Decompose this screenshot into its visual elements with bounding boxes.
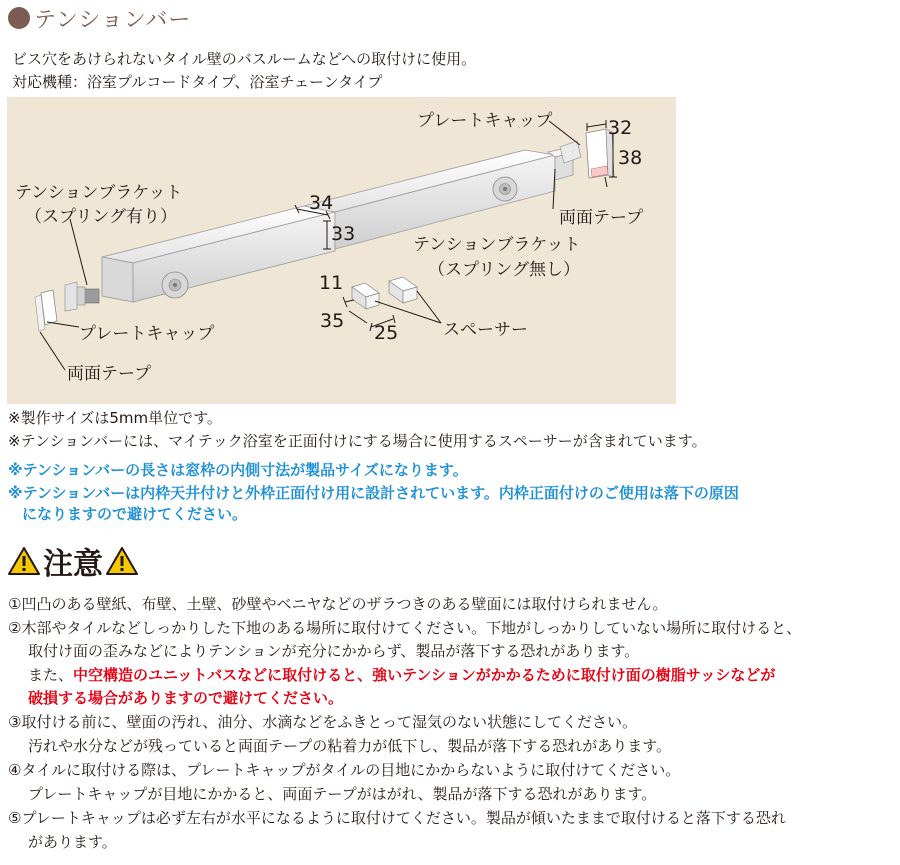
label-bracket-nospring-line2: （スプリング無し） [428,260,580,280]
bar-end-face [102,257,133,302]
label-dim-35: 35 [320,310,345,332]
label-bracket-spring-line1: テンションブラケット [15,183,183,203]
caution-item-2-prefix: また、 [28,666,74,684]
note-length-definition: ※テンションバーの長さは窓枠の内側寸法が製品サイズになります。 [8,461,468,479]
label-dim-11: 11 [319,272,344,294]
label-tape-right: 両面テープ [559,208,644,228]
caution-item-2-line1: ②木部やタイルなどしっかりした下地のある場所に取付けてください。下地がしっかりしていない場所に取付けると、 [8,619,802,637]
note-mounting-design-1: ※テンションバーは内枠天井付けと外枠正面付け用に設計されています。内枠正面付けのご使用は落下の原因 [8,484,739,502]
caution-item-3-line2: 汚れや水分などが残っていると両面テープの粘着力が低下し、製品が落下する恐れがあります。 [28,737,672,755]
note-mounting-design-2: になりますので避けてください。 [22,505,248,523]
caution-title: 注意 [43,547,103,582]
caution-heading [8,541,138,581]
note-size-unit: ※製作サイズは5mm単位です。 [8,409,222,427]
caution-item-4-line2: プレートキャップが目地にかかると、両面テープがはがれ、製品が落下する恐れがあります。 [28,785,657,803]
caution-item-5-line1: ⑤プレートキャップは必ず左右が水平になるように取付けてください。製品が傾いたままで取付けると落下する恐れ [8,809,786,827]
intro-line-2: 対応機種：浴室プルコードタイプ、浴室チェーンタイプ [12,73,383,91]
label-dim-34: 34 [309,192,334,214]
caution-warning-red-2: 破損する場合がありますので避けてください。 [28,689,344,707]
title-text: テンションバー [34,7,192,33]
label-bracket-spring-line2: （スプリング有り） [25,207,177,227]
caution-item-3-line1: ③取付ける前に、壁面の汚れ、油分、水滴などをふきとって湿気のない状態にしてください。 [8,713,638,731]
label-dim-38: 38 [618,147,643,169]
caution-warning-red-1: 中空構造のユニットバスなどに取付けると、強いテンションがかかるために取付け面の樹脂サッシなどが [73,666,776,684]
caution-item-1: ①凹凸のある壁紙、布壁、土壁、砂壁やベニヤなどのザラつきのある壁面には取付けられません。 [8,595,668,613]
caution-item-4-line1: ④タイルに取付ける際は、プレートキャップがタイルの目地にかからないように取付けてください。 [8,761,681,779]
label-dim-33: 33 [331,223,356,245]
label-dim-32: 32 [608,117,633,139]
bracket-knob-left [162,272,188,298]
caution-item-5-line2: があります。 [28,833,117,851]
section-title [8,2,191,34]
caution-item-2-line2: 取付け面の歪みなどによりテンションが充分にかからず、製品が落下する恐れがあります。 [28,642,640,660]
warning-triangle-icon [8,546,40,576]
bracket-knob-right [493,177,517,201]
label-bracket-nospring-line1: テンションブラケット [413,235,581,255]
product-diagram [7,97,676,404]
label-dim-25: 25 [374,322,399,344]
label-plate-cap-top: プレートキャップ [417,111,553,131]
warning-triangle-icon [106,546,138,576]
title-bullet-icon [8,7,30,29]
label-tape-left: 両面テープ [67,364,152,384]
label-plate-cap-left: プレートキャップ [79,324,215,344]
intro-line-1: ビス穴をあけられないタイル壁のバスルームなどへの取付けに使用。 [12,50,477,68]
label-spacer: スペーサー [443,320,528,340]
note-spacer-included: ※テンションバーには、マイテック浴室を正面付けにする場合に使用するスペーサーが含まれています。 [8,432,707,450]
caution-item-2-line3 [28,664,775,686]
